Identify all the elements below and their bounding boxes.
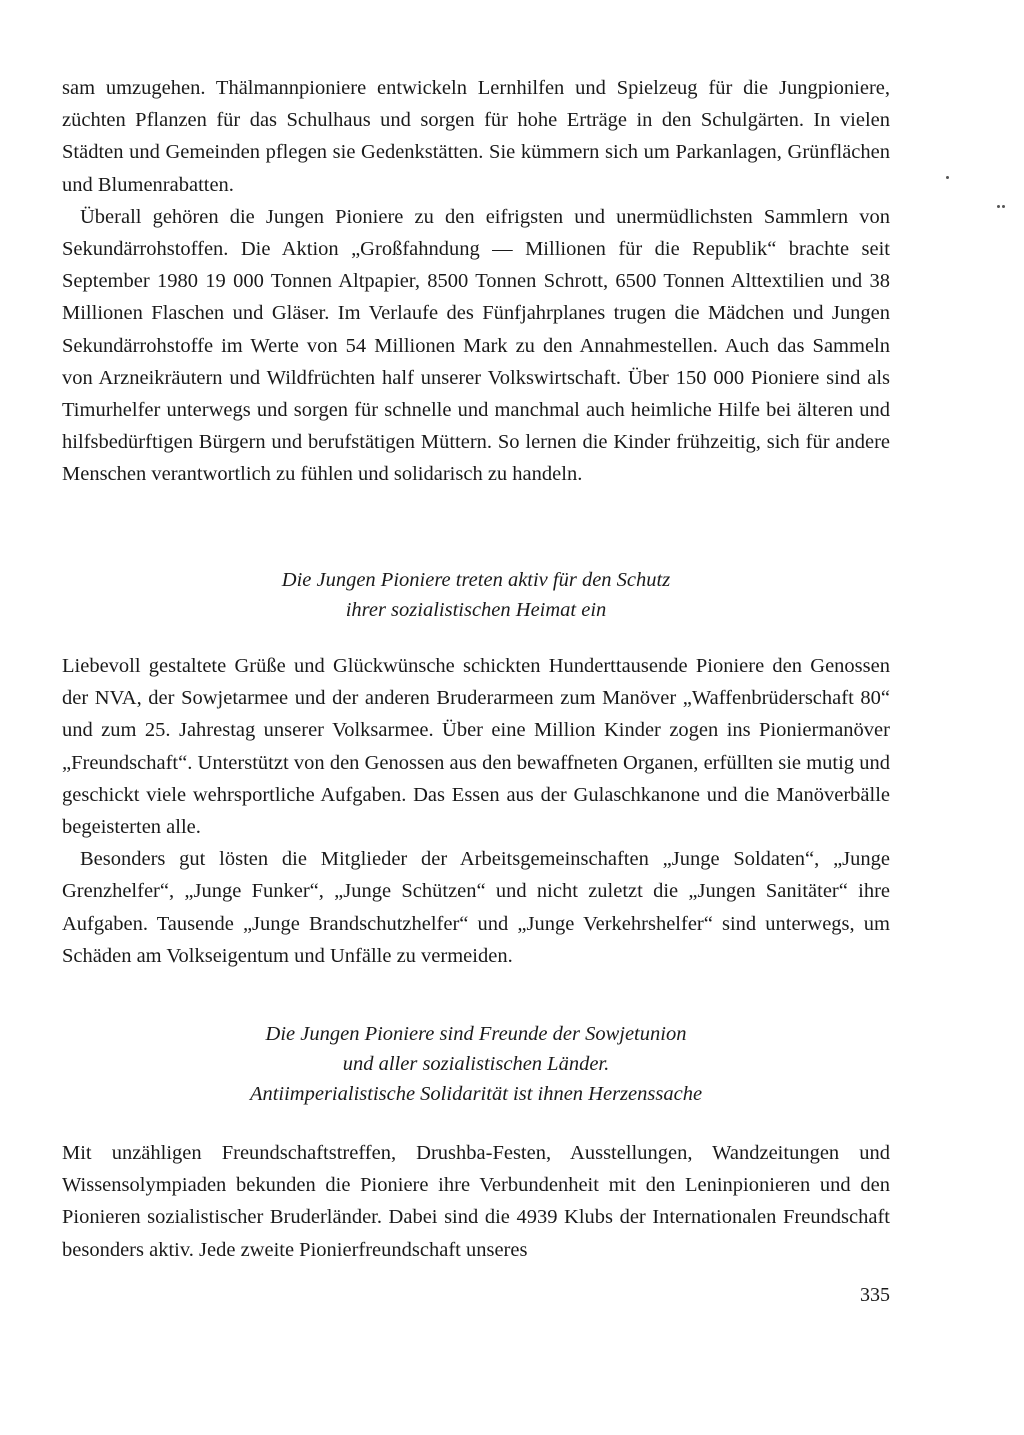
scan-speck bbox=[997, 205, 1000, 208]
paragraph: Mit unzähligen Freundschaftstreffen, Drushba-Festen, Ausstellungen, Wandzeitungen und Wissensolympiaden bekunden die Pioniere ihre Verbundenheit mit den Leninpionieren und den Pionieren sozialistischer Bruderländer. Dabei sind die 4939 Klubs der Internationalen Freundschaft besonders aktiv. Jede zweite Pionierfreundschaft unseres bbox=[62, 1142, 890, 1261]
heading-line: Die Jungen Pioniere treten aktiv für den Schutz bbox=[281, 569, 671, 591]
paragraph: Besonders gut lösten die Mitglieder der Arbeitsgemeinschaften „Junge Soldaten“, „Junge Grenzhelfer“, „Junge Funker“, „Junge Schützen“ und nicht zuletzt die „Jungen Sanitäter“ ihre Aufgaben. Tausende „Junge Brandschutzhelfer“ und „Junge Verkehrshelfer“ sind unterwegs, um Schäden am Volkseigentum und Unfälle zu vermeiden. bbox=[62, 848, 890, 967]
heading-line: Die Jungen Pioniere sind Freunde der Sowjetunion bbox=[265, 1023, 687, 1045]
text-block-bottom bbox=[62, 1137, 890, 1266]
heading-line: Antiimperialistische Solidarität ist ihnen Herzenssache bbox=[249, 1083, 703, 1105]
text-block-top bbox=[62, 72, 890, 491]
scan-speck bbox=[1002, 205, 1005, 208]
paragraph: Liebevoll gestaltete Grüße und Glückwünsche schickten Hunderttausende Pioniere den Genossen der NVA, der Sowjetarmee und der anderen Bruderarmeen zum Manöver „Waffenbrüderschaft 80“ und zum 25. Jahrestag unserer Volksarmee. Über eine Million Kinder zogen ins Pioniermanöver „Freundschaft“. Unterstützt von den Genossen aus den bewaffneten Organen, erfüllten sie mutig und geschickt viele wehrsportliche Aufgaben. Das Essen aus der Gulaschkanone und die Manöverbälle begeisterten alle. bbox=[62, 655, 890, 839]
section-heading-defense bbox=[62, 565, 890, 625]
text-block-middle bbox=[62, 650, 890, 972]
heading-line: ihrer sozialistischen Heimat ein bbox=[345, 599, 607, 621]
heading-line: und aller sozialistischen Länder. bbox=[342, 1053, 610, 1075]
section-heading-solidarity bbox=[62, 1019, 890, 1109]
paragraph: Überall gehören die Jungen Pioniere zu den eifrigsten und unermüdlichsten Sammlern von Sekundärrohstoffen. Die Aktion „Großfahndung — Millionen für die Republik“ brachte seit September 1980 19 000 Tonnen Altpapier, 8500 Tonnen Schrott, 6500 Tonnen Alttextilien und 38 Millionen Flaschen und Gläser. Im Verlaufe des Fünfjahrplanes trugen die Mädchen und Jungen Sekundärrohstoffe im Werte von 54 Millionen Mark zu den Annahmestellen. Auch das Sammeln von Arzneikräutern und Wildfrüchten half unserer Volkswirtschaft. Über 150 000 Pioniere sind als Timurhelfer unterwegs und sorgen für schnelle und manchmal auch heimliche Hilfe bei älteren und hilfsbedürftigen Bürgern und berufstätigen Müttern. So lernen die Kinder frühzeitig, sich für andere Menschen verantwortlich zu fühlen und solidarisch zu handeln. bbox=[62, 205, 890, 486]
page-number: 335 bbox=[860, 1284, 890, 1306]
paragraph: sam umzugehen. Thälmannpioniere entwickeln Lernhilfen und Spielzeug für die Jungpioniere, züchten Pflanzen für das Schulhaus und sorgen für hohe Erträge in den Schulgärten. In vielen Städten und Gemeinden pflegen sie Gedenkstätten. Sie kümmern sich um Parkanlagen, Grünflächen und Blumenrabatten. bbox=[62, 77, 890, 196]
scan-speck bbox=[946, 176, 949, 179]
